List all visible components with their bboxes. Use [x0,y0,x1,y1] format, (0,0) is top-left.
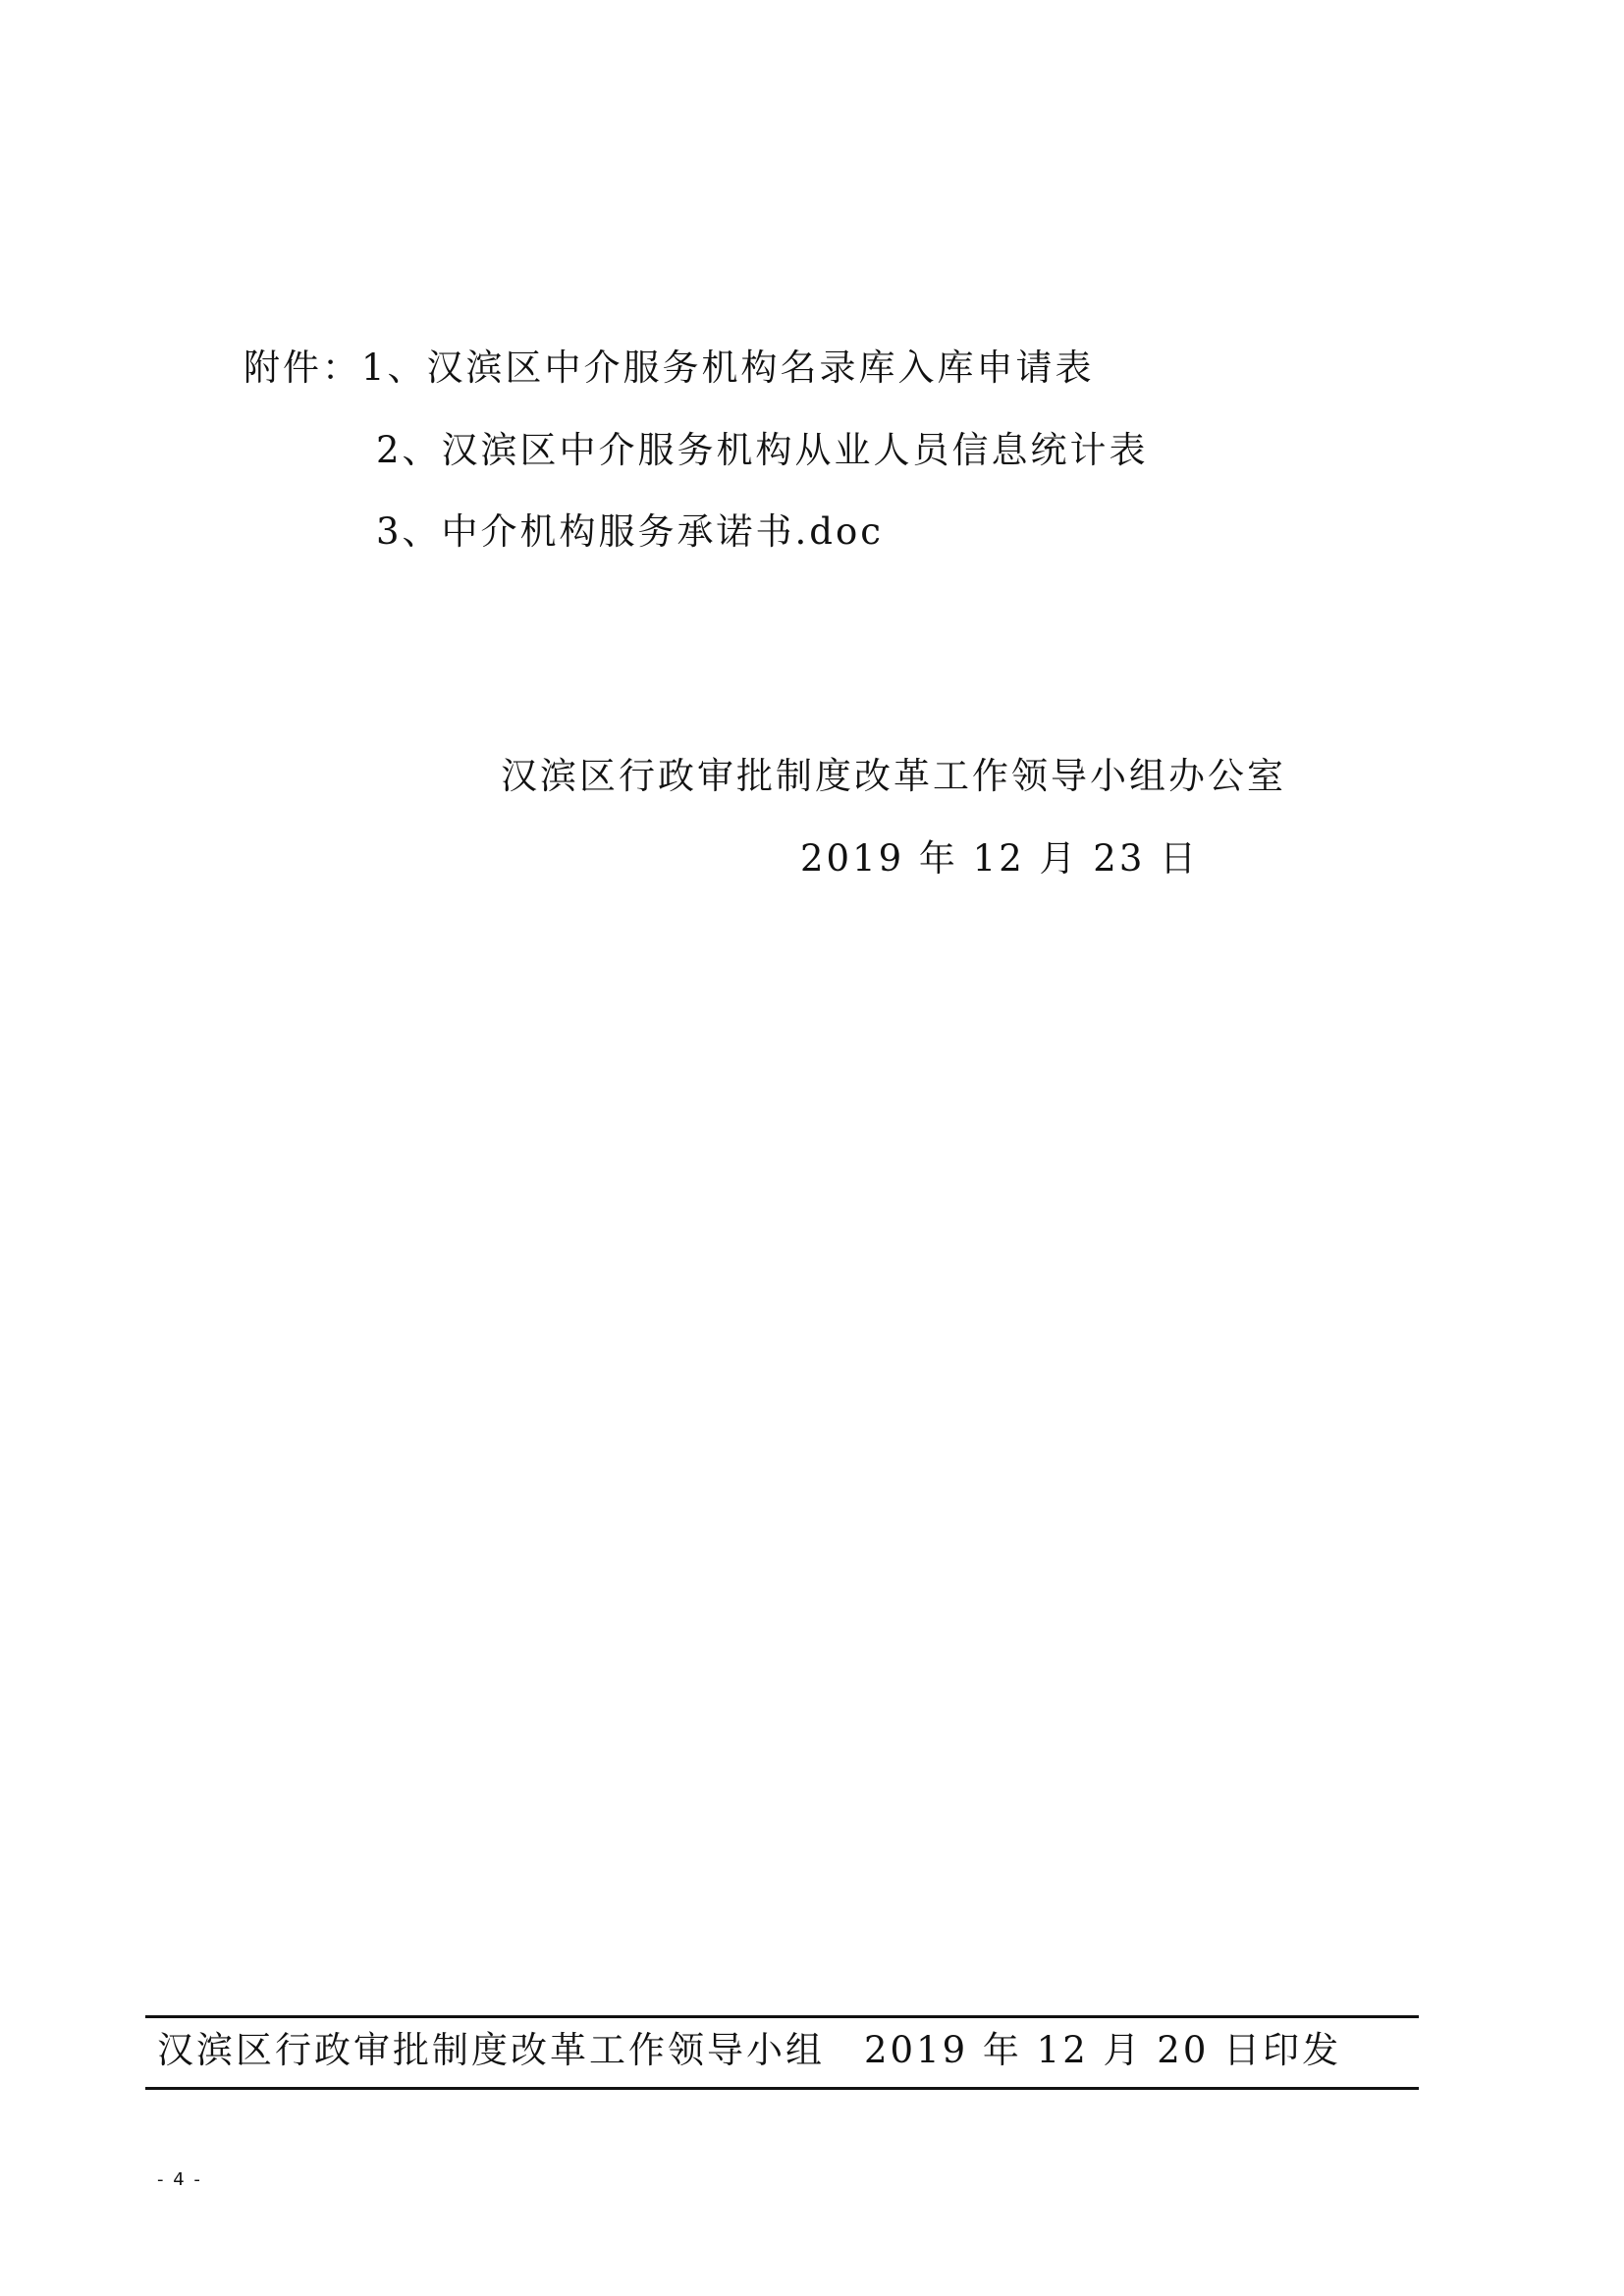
attachment-line-3 [376,510,884,553]
attachments-label: 附件： [244,347,361,389]
attachment-item-2: 2、汉滨区中介服务机构从业人员信息统计表 [376,429,1149,471]
attachment-line-1 [244,347,1095,389]
footer-bottom-rule [145,2087,1419,2090]
attachment-item-3: 3、中介机构服务承诺书.doc [376,510,884,553]
footer-issue-line [157,2029,1342,2071]
attachment-item-1: 1、汉滨区中介服务机构名录库入库申请表 [361,347,1095,389]
signing-date: 2019 年 12 月 23 日 [800,837,1200,880]
page-number: - 4 - [157,2169,202,2190]
footer-issuer: 汉滨区行政审批制度改革工作领导小组 [157,2029,825,2071]
footer-top-rule [145,2015,1419,2018]
signing-organization: 汉滨区行政审批制度改革工作领导小组办公室 [501,755,1286,797]
footer-issue-date: 2019 年 12 月 20 日印发 [864,2029,1342,2071]
attachment-line-2 [376,429,1149,471]
